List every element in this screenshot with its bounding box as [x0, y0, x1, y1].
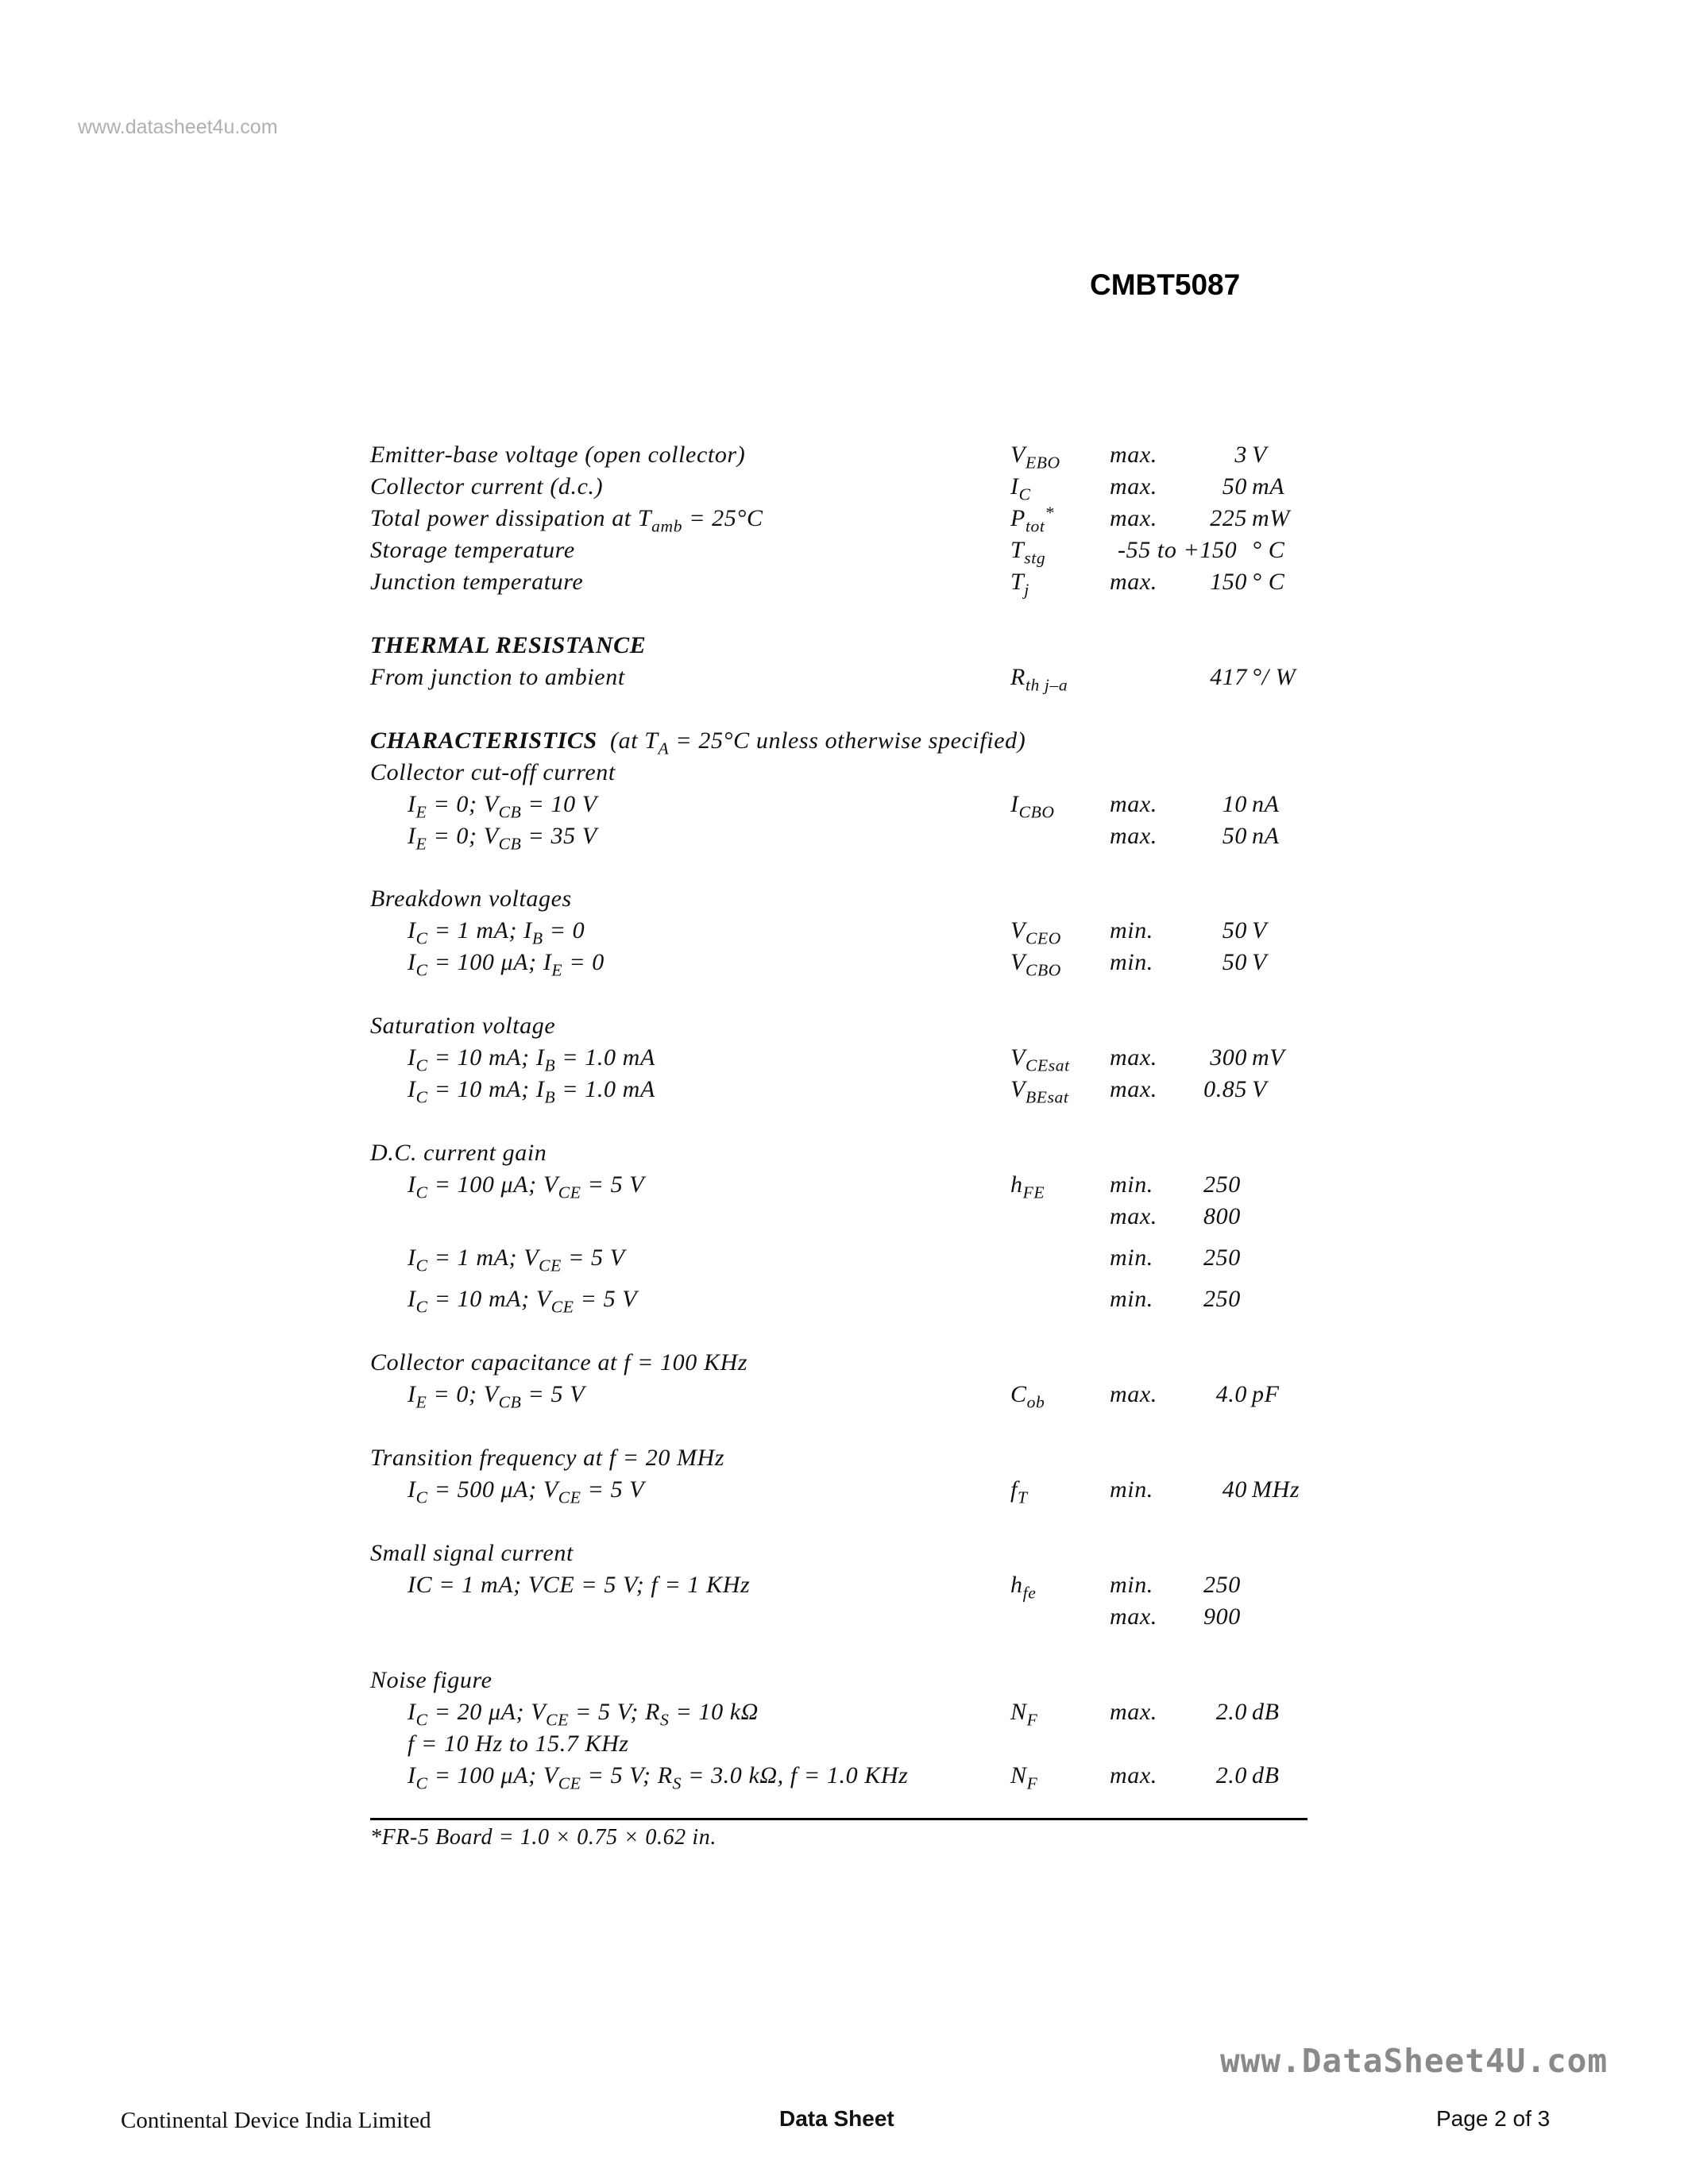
param-symbol: $V_{CEsat}$ — [1010, 1044, 1070, 1075]
test-condition: $I_C = 100$ μA; $V_{CE} = 5$ V — [408, 1171, 645, 1202]
param-description: Storage temperature — [370, 537, 575, 563]
param-description: Total power dissipation at $T_{amb} = 25^\circ C$ — [370, 505, 763, 536]
param-symbol: $V_{EBO}$ — [1010, 442, 1060, 473]
param-limit: max. — [1110, 1044, 1157, 1071]
param-description: Emitter-base voltage (open collector) — [370, 442, 746, 468]
param-unit: V — [1252, 442, 1267, 468]
thermal-row — [0, 664, 1688, 699]
group-title-noise — [0, 1667, 1688, 1702]
group-title: Breakdown voltages — [370, 886, 572, 912]
param-range: -55 to +150 — [1118, 537, 1238, 563]
param-limit: min. — [1110, 949, 1153, 975]
param-symbol: $T_{stg}$ — [1010, 537, 1046, 568]
footer-doc-type: Data Sheet — [779, 2106, 894, 2131]
test-condition: $I_C = 1$ mA; $V_{CE} = 5$ V — [408, 1244, 625, 1275]
breakdown-row-2 — [0, 949, 1688, 984]
saturation-row-1 — [0, 1044, 1688, 1079]
param-symbol: $V_{BEsat}$ — [1010, 1076, 1069, 1107]
group-title: D.C. current gain — [370, 1140, 547, 1166]
test-condition: $I_E = 0$; $V_{CB} = 35$ V — [408, 823, 597, 854]
param-limit: max. — [1110, 505, 1157, 531]
param-symbol: $I_C$ — [1010, 473, 1031, 504]
param-symbol: $h_{FE}$ — [1010, 1171, 1045, 1202]
part-number: CMBT5087 — [1090, 268, 1241, 301]
test-condition: $I_C = 20$ μA; $V_{CE} = 5$ V; $R_S = 10$ kΩ — [408, 1699, 759, 1730]
param-value: 417 — [1210, 664, 1247, 690]
test-condition: $I_E = 0$; $V_{CB} = 10$ V — [408, 791, 597, 822]
param-unit: MHz — [1252, 1476, 1300, 1503]
footer-company: Continental Device India Limited — [121, 2108, 431, 2133]
param-unit: ° C — [1252, 537, 1285, 563]
test-condition: $I_E = 0$; $V_{CB} = 5$ V — [408, 1381, 585, 1412]
param-value: 800 — [1203, 1203, 1241, 1229]
param-value: 50 — [1222, 949, 1247, 975]
param-limit: max. — [1110, 1076, 1157, 1102]
gain-row-1b — [0, 1203, 1688, 1238]
param-value: 50 — [1222, 473, 1247, 500]
group-title: Small signal current — [370, 1540, 574, 1566]
param-symbol: $I_{CBO}$ — [1010, 791, 1055, 822]
param-limit: min. — [1110, 1244, 1153, 1271]
test-condition: $I_C = 10$ mA; $I_B = 1.0$ mA — [408, 1076, 655, 1107]
param-unit: V — [1252, 917, 1267, 943]
param-symbol: $C_{ob}$ — [1010, 1381, 1045, 1412]
param-symbol: $N_F$ — [1010, 1762, 1038, 1793]
param-description: Junction temperature — [370, 569, 584, 595]
param-unit: mW — [1252, 505, 1290, 531]
param-symbol: $V_{CEO}$ — [1010, 917, 1061, 948]
param-limit: max. — [1110, 1203, 1157, 1229]
test-condition: $I_C = 1$ mA; $I_B = 0$ — [408, 917, 585, 948]
param-symbol: $T_j$ — [1010, 569, 1029, 600]
rating-row-collector-current — [0, 473, 1688, 508]
param-value: 4.0 — [1215, 1381, 1247, 1407]
param-unit: dB — [1252, 1762, 1280, 1788]
test-condition: f = 10 Hz to 15.7 KHz — [408, 1731, 629, 1757]
group-title: Noise figure — [370, 1667, 492, 1693]
characteristics-heading-row — [0, 727, 1688, 762]
test-condition: $I_C = 10$ mA; $I_B = 1.0$ mA — [408, 1044, 655, 1075]
noise-row-1-condition — [0, 1731, 1688, 1765]
param-unit: mA — [1252, 473, 1285, 500]
group-title-saturation — [0, 1013, 1688, 1048]
param-limit: max. — [1110, 473, 1157, 500]
section-heading: CHARACTERISTICS (at $T_A = 25^\circ C$ unless otherwise specified) — [370, 727, 1026, 758]
param-limit: max. — [1110, 1381, 1157, 1407]
param-limit: max. — [1110, 1603, 1157, 1630]
group-title-small-signal — [0, 1540, 1688, 1575]
param-value: 40 — [1222, 1476, 1247, 1503]
param-unit: nA — [1252, 791, 1280, 817]
param-value: 300 — [1210, 1044, 1247, 1071]
rating-row-storage-temperature — [0, 537, 1688, 572]
param-limit: min. — [1110, 1572, 1153, 1598]
rating-row-emitter-base-voltage — [0, 442, 1688, 477]
param-description: From junction to ambient — [370, 664, 625, 690]
small-signal-row-1b — [0, 1603, 1688, 1638]
param-unit: dB — [1252, 1699, 1280, 1725]
test-condition: $I_C = 10$ mA; $V_{CE} = 5$ V — [408, 1286, 638, 1317]
param-limit: min. — [1110, 917, 1153, 943]
param-value: 50 — [1222, 917, 1247, 943]
param-value: 2.0 — [1215, 1699, 1247, 1725]
gain-row-2 — [0, 1244, 1688, 1279]
param-value: 50 — [1222, 823, 1247, 849]
param-value: 225 — [1210, 505, 1247, 531]
param-limit: min. — [1110, 1286, 1153, 1312]
watermark-url[interactable]: www.datasheet4u.com — [78, 116, 278, 138]
cutoff-row-2 — [0, 823, 1688, 858]
thermal-heading-row — [0, 632, 1688, 667]
group-title-gain — [0, 1140, 1688, 1175]
transition-row-1 — [0, 1476, 1688, 1511]
footnote: *FR-5 Board = 1.0 × 0.75 × 0.62 in. — [370, 1825, 717, 1850]
param-value: 3 — [1234, 442, 1247, 468]
group-title: Saturation voltage — [370, 1013, 556, 1039]
param-value: 150 — [1210, 569, 1247, 595]
param-value: 900 — [1203, 1603, 1241, 1630]
group-title: Transition frequency at f = 20 MHz — [370, 1445, 725, 1471]
test-condition: $I_C = 500$ μA; $V_{CE} = 5$ V — [408, 1476, 645, 1507]
test-condition: $I_C = 100$ μA; $V_{CE} = 5$ V; $R_S = 3.0$ kΩ, f = 1.0 KHz — [408, 1762, 909, 1793]
param-symbol: $h_{fe}$ — [1010, 1572, 1037, 1603]
footnote-divider — [370, 1818, 1308, 1820]
param-symbol: $f_T$ — [1010, 1476, 1028, 1507]
group-title: Collector capacitance at f = 100 KHz — [370, 1349, 748, 1376]
section-heading: THERMAL RESISTANCE — [370, 632, 647, 658]
param-limit: max. — [1110, 791, 1157, 817]
group-title-breakdown — [0, 886, 1688, 920]
param-unit: °/ W — [1252, 664, 1296, 690]
group-title-capacitance — [0, 1349, 1688, 1384]
param-limit: max. — [1110, 442, 1157, 468]
param-symbol: $N_F$ — [1010, 1699, 1038, 1730]
group-title-cutoff — [0, 759, 1688, 794]
param-symbol: $R_{th j-a}$ — [1010, 664, 1068, 695]
noise-row-2 — [0, 1762, 1688, 1797]
param-limit: max. — [1110, 569, 1157, 595]
param-value: 250 — [1203, 1572, 1241, 1598]
param-unit: mV — [1252, 1044, 1285, 1071]
param-unit: V — [1252, 1076, 1267, 1102]
rating-row-power-dissipation — [0, 505, 1688, 540]
test-condition: IC = 1 mA; VCE = 5 V; f = 1 KHz — [408, 1572, 751, 1598]
param-symbol: $P_{tot}^*$ — [1010, 503, 1054, 536]
rating-row-junction-temperature — [0, 569, 1688, 604]
param-unit: nA — [1252, 823, 1280, 849]
param-limit: min. — [1110, 1171, 1153, 1198]
param-value: 2.0 — [1215, 1762, 1247, 1788]
param-limit: max. — [1110, 1699, 1157, 1725]
param-unit: V — [1252, 949, 1267, 975]
gain-row-1 — [0, 1171, 1688, 1206]
param-limit: max. — [1110, 823, 1157, 849]
gain-row-3 — [0, 1286, 1688, 1321]
footer-watermark[interactable]: www.DataSheet4U.com — [1220, 2042, 1608, 2080]
footer-page-number: Page 2 of 3 — [1436, 2106, 1551, 2131]
param-value: 250 — [1203, 1244, 1241, 1271]
param-symbol: $V_{CBO}$ — [1010, 949, 1061, 980]
param-limit: min. — [1110, 1476, 1153, 1503]
param-value: 250 — [1203, 1171, 1241, 1198]
capacitance-row-1 — [0, 1381, 1688, 1416]
noise-row-1 — [0, 1699, 1688, 1734]
param-value: 0.85 — [1203, 1076, 1247, 1102]
param-unit: pF — [1252, 1381, 1280, 1407]
breakdown-row-1 — [0, 917, 1688, 952]
param-value: 250 — [1203, 1286, 1241, 1312]
saturation-row-2 — [0, 1076, 1688, 1111]
param-value: 10 — [1222, 791, 1247, 817]
small-signal-row-1 — [0, 1572, 1688, 1607]
group-title: Collector cut-off current — [370, 759, 616, 785]
group-title-transition — [0, 1445, 1688, 1480]
cutoff-row-1 — [0, 791, 1688, 826]
param-description: Collector current (d.c.) — [370, 473, 604, 500]
param-limit: max. — [1110, 1762, 1157, 1788]
param-unit: ° C — [1252, 569, 1285, 595]
test-condition: $I_C = 100$ μA; $I_E = 0$ — [408, 949, 605, 980]
